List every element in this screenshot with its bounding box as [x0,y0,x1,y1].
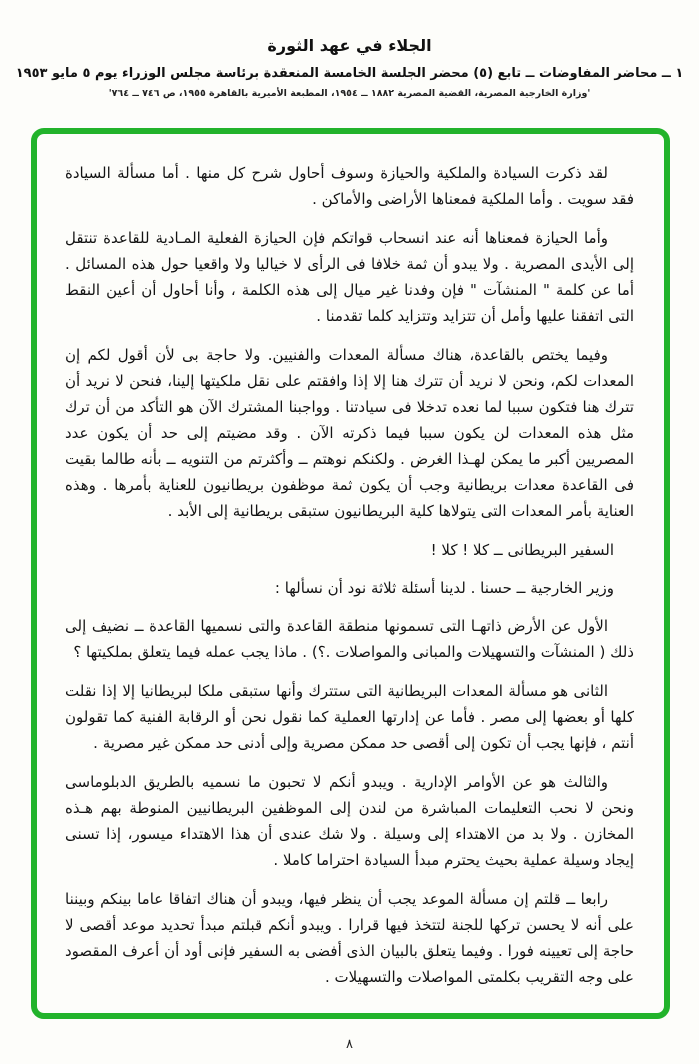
paragraph-british-ambassador: السفير البريطانى ــ كلا ! كلا ! [430,541,614,559]
document-citation: 'وزارة الخارجية المصرية، القضية المصرية ١٨٨٢ ــ ١٩٥٤، المطبعة الأميرية بالقاهرة ١٩٥٥، ص ٧٤٦ ــ ٧٦٤' [108,88,591,99]
paragraph-question-second: الثانى هو مسألة المعدات البريطانية التى ستترك وأنها ستبقى ملكا لبريطانيا إلا إذا نقلت كلها أو بعضها إلى مصر . فأما عن إدارتها العملية كما نقول نحن أو الرقابة الفنية كما تقولون أنتم ، فإنها يجب أن تكون إلى أقصى حد ممكن مصرية وإلى أدنى حد ممكن غير مصرية . [65,682,634,752]
document-header [0,36,699,99]
paragraph-question-fourth: رابعا ــ قلتم إن مسألة الموعد يجب أن ينظر فيها، ويبدو أن هناك اتفاقا عاما بينكم وبيننا على أنه لا يحسن تركها للجنة لتتخذ فيها قرارا . ويبدو أنكم قبلتم مبدأ تحديد موعد أقصى لا حاجة إلى تعيينه فورا . وفيما يتعلق بالبيان الذى أفضى به السفير فإنى أود أن أعرف المقصود على وجه التقريب بكلمتى المواصلات والتسهيلات . [65,890,634,986]
page-number: ٨ [346,1037,353,1052]
paragraph-sovereignty-intro: لقد ذكرت السيادة والملكية والحيازة وسوف أحاول شرح كل منها . أما مسألة السيادة فقد سويت . وأما الملكية فمعناها الأراضى والأماكن . [65,164,634,208]
green-highlight-box [31,128,670,1019]
paragraph-question-third: والثالث هو عن الأوامر الإدارية . ويبدو أنكم لا تحبون ما نسميه بالطريق الدبلوماسى ونحن لا نحب التعليمات المباشرة من لندن إلى الموظفين البريطانيين المنوطة بهم هـذه المخازن . ولا بد من الاهتداء إلى وسيلة . ولا شك عندى أن هذا الاهتداء ميسور، إذا تسنى إيجاد وسيلة عملية بحيث يحترم مبدأ السيادة احتراما كاملا . [65,773,634,869]
paragraph-base-equipment: وفيما يختص بالقاعدة، هناك مسألة المعدات والفنيين. ولا حاجة بى لأن أقول لكم إن المعدات لكم، ونحن لا نريد أن تترك هنا إلا إذا وافقتم على نقل ملكيتها إلينا، فنحن لا نريد أن تترك هنا فتكون سببا لما نعده تدخلا فى سيادتنا . وواجبنا المشترك الآن هو التأكد من أن ترك مثل هذه المعدات لن يكون سببا فيما ذكرته الآن . وقد مضيتم إلى حد أن يكون عدد المصريين أكبر ما يمكن لهـذا الغرض . ولكنكم نوهتم ــ وأكثرتم من التنويه ــ بأنه طالما بقيت فى القاعدة معدات بريطانية وجب أن يكون ثمة موظفون بريطانيون للعناية بأمرها . وهذه العناية بأمر المعدات التى يتولاها كلية البريطانيون ستبقى بريطانية إلى الأبد . [65,346,634,520]
document-heading: ١ ــ محاضر المفاوضات ــ تابع (٥) محضر الجلسة الخامسة المنعقدة برئاسة مجلس الوزراء يوم ٥ مايو ١٩٥٣ [15,66,684,81]
paragraph-question-first: الأول عن الأرض ذاتهـا التى تسمونها منطقة القاعدة والتى نسميها القاعدة ــ نضيف إلى ذلك ( المنشآت والتسهيلات والمبانى والمواصلات .؟) . ماذا يجب عمله فيما يتعلق بملكيتها ؟ [65,617,634,661]
paragraph-foreign-minister: وزير الخارجية ــ حسنا . لدينا أسئلة ثلاثة نود أن نسألها : [274,579,614,597]
paragraph-possession: وأما الحيازة فمعناها أنه عند انسحاب قواتكم فإن الحيازة الفعلية المـادية للقاعدة تنتقل إلى الأيدى المصرية . ولا يبدو أن ثمة خلافا فى الرأى لا خياليا ولا واقعيا حول هذه المسائل . أما عن كلمة " المنشآت " فإن وفدنا غير ميال إلى هذه الكلمة ، وأنا أحاول أن أعين النقط التى اتفقنا عليها وأمل أن تتزايد وتتزايد كلما تقدمنا . [65,229,634,325]
document-body [65,160,634,990]
document-title: الجلاء في عهد الثورة [267,36,432,55]
